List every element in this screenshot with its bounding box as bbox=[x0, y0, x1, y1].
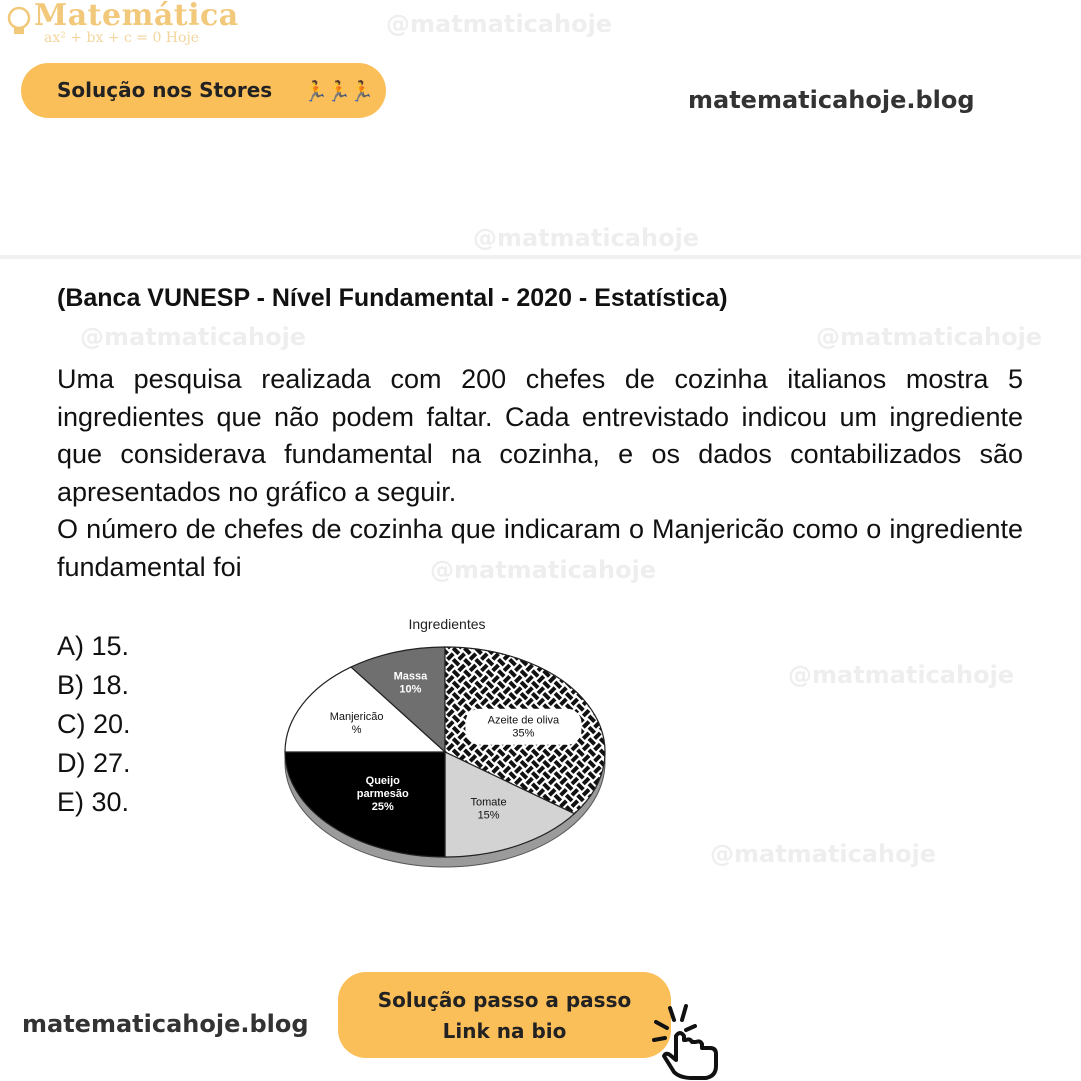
pie-value-label: % bbox=[351, 723, 362, 736]
watermark: @matmaticahoje bbox=[816, 323, 1043, 351]
site-link[interactable]: matematicahoje.blog bbox=[688, 86, 975, 114]
brand-logo bbox=[4, 0, 239, 52]
pie-value-label: 15% bbox=[477, 809, 500, 822]
watermark: @matmaticahoje bbox=[710, 840, 937, 868]
option-d[interactable]: D) 27. bbox=[57, 748, 131, 778]
watermark: @matmaticahoje bbox=[473, 224, 700, 252]
solution-line2: Link na bio bbox=[442, 1019, 567, 1043]
question-body bbox=[57, 361, 1023, 586]
pie-slice-queijo-parmesão bbox=[285, 752, 445, 857]
runner-icon: 🏃 bbox=[349, 79, 374, 103]
pie-category-label: Azeite de oliva bbox=[487, 714, 560, 727]
question-title: (Banca VUNESP - Nível Fundamental - 2020 - Estatística) bbox=[57, 284, 728, 312]
question-paragraph: O número de chefes de cozinha que indicaram o Manjericão como o ingrediente fundamental foi bbox=[57, 514, 1023, 582]
pie-value-label: 25% bbox=[371, 800, 394, 813]
pie-category-label: Tomate bbox=[470, 796, 507, 809]
watermark: @matmaticahoje bbox=[430, 556, 657, 584]
watermark: @matmaticahoje bbox=[386, 10, 613, 38]
pie-value-label: 35% bbox=[512, 727, 535, 740]
option-c[interactable]: C) 20. bbox=[57, 709, 131, 739]
runner-icon: 🏃 bbox=[326, 79, 351, 103]
logo-subtitle: ax² + bx + c = 0 Hoje bbox=[44, 30, 200, 46]
solution-button[interactable] bbox=[338, 972, 671, 1058]
stores-button-label: Solução nos Stores bbox=[57, 78, 273, 102]
chart-title: Ingredientes bbox=[408, 616, 486, 632]
pie-category-label: Queijo bbox=[365, 774, 400, 787]
pointing-hand-icon bbox=[640, 1000, 730, 1080]
divider bbox=[0, 255, 1081, 259]
logo-title: Matemática bbox=[34, 0, 239, 33]
pie-chart bbox=[275, 600, 615, 900]
pie-category-label: Manjericão bbox=[329, 710, 384, 723]
watermark: @matmaticahoje bbox=[80, 323, 307, 351]
option-a[interactable]: A) 15. bbox=[57, 631, 130, 661]
pie-category-label: Massa bbox=[393, 670, 428, 683]
stores-button[interactable] bbox=[21, 63, 386, 118]
pie-value-label: 10% bbox=[399, 683, 422, 696]
pie-category-label: parmesão bbox=[356, 787, 409, 800]
solution-line1: Solução passo a passo bbox=[377, 988, 632, 1012]
runner-icon: 🏃 bbox=[303, 79, 328, 103]
pie-slices bbox=[285, 647, 605, 857]
option-b[interactable]: B) 18. bbox=[57, 670, 130, 700]
question-paragraph: Uma pesquisa realizada com 200 chefes de cozinha italianos mostra 5 ingredientes que não podem faltar. Cada entrevistado indicou um ingrediente que considerava fundamental na cozinha, e os dados contabilizados são apresentados no gráfico a seguir. bbox=[57, 364, 1023, 507]
watermark: @matmaticahoje bbox=[788, 661, 1015, 689]
option-e[interactable]: E) 30. bbox=[57, 787, 130, 817]
answer-options bbox=[57, 627, 131, 822]
lightbulb-icon bbox=[4, 6, 34, 36]
footer-site-link[interactable]: matematicahoje.blog bbox=[22, 1010, 309, 1038]
